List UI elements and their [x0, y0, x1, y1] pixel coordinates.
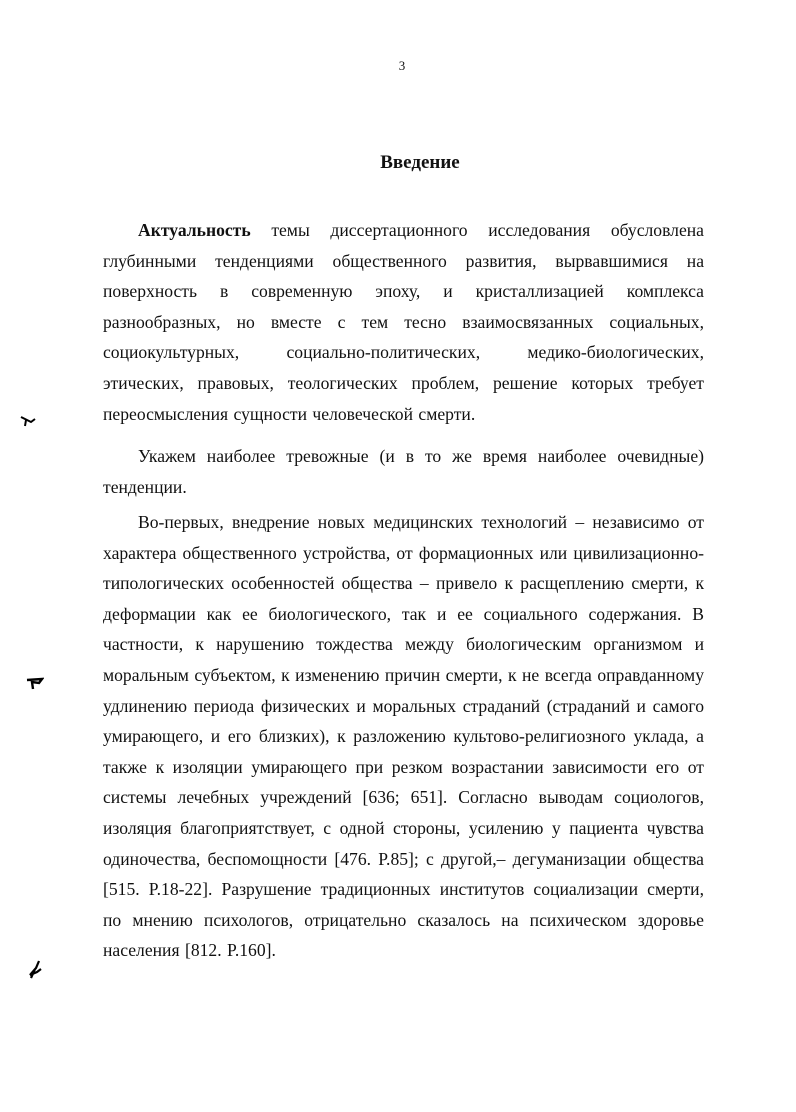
- paragraph-first-trend: Во-первых, внедрение новых медицинских технологий – независимо от характера общественного устройства, от формационных или цивилизационно-типологических особенностей общества – привело к расщеплению смерти, к деформации как ее биологического, так и ее социального содержания. В частности, к нарушению тождества между биологическим организмом и моральным субъектом, к изменению причин смерти, к не всегда оправданному удлинению периода физических и моральных страданий (страданий и самого умирающего, и его близких), к разложению культово-религиозного уклада, а также к изоляции умирающего при резком возрастании зависимости его от системы лечебных учреждений [636; 651]. Согласно выводам социологов, изоляция благоприятствует, с одной стороны, усилению у пациента чувства одиночества, беспомощности [476. P.85]; с другой,– дегуманизации общества [515. P.18-22]. Разрушение традиционных институтов социализации смерти, по мнению психологов, отрицательно сказалось на психическом здоровье населения [812. P.160].: [103, 512, 704, 961]
- margin-scribble-icon: [26, 676, 44, 690]
- relevance-text: темы диссертационного исследования обусловлена глубинными тенденциями общественного развития, вырвавшимися на поверхность в современную эпоху, и кристаллизацией комплекса разнообразных, но вместе с тем тесно взаимосвязанных социальных, социокультурных, социально-политических, медико-биологических, этических, правовых, теологических проблем, решение которых требует переосмысления сущности человеческой смерти.: [103, 220, 704, 424]
- relevance-lead-word: Актуальность: [138, 220, 251, 240]
- paragraph-relevance: [103, 215, 704, 429]
- page-number: 3: [398, 58, 406, 73]
- paragraph-trends-intro: Укажем наиболее тревожные (и в то же время наиболее очевидные) тенденции.: [103, 446, 704, 497]
- section-title: Введение: [380, 152, 460, 173]
- margin-scribble-icon: [28, 960, 44, 980]
- margin-scribble-icon: [20, 414, 36, 428]
